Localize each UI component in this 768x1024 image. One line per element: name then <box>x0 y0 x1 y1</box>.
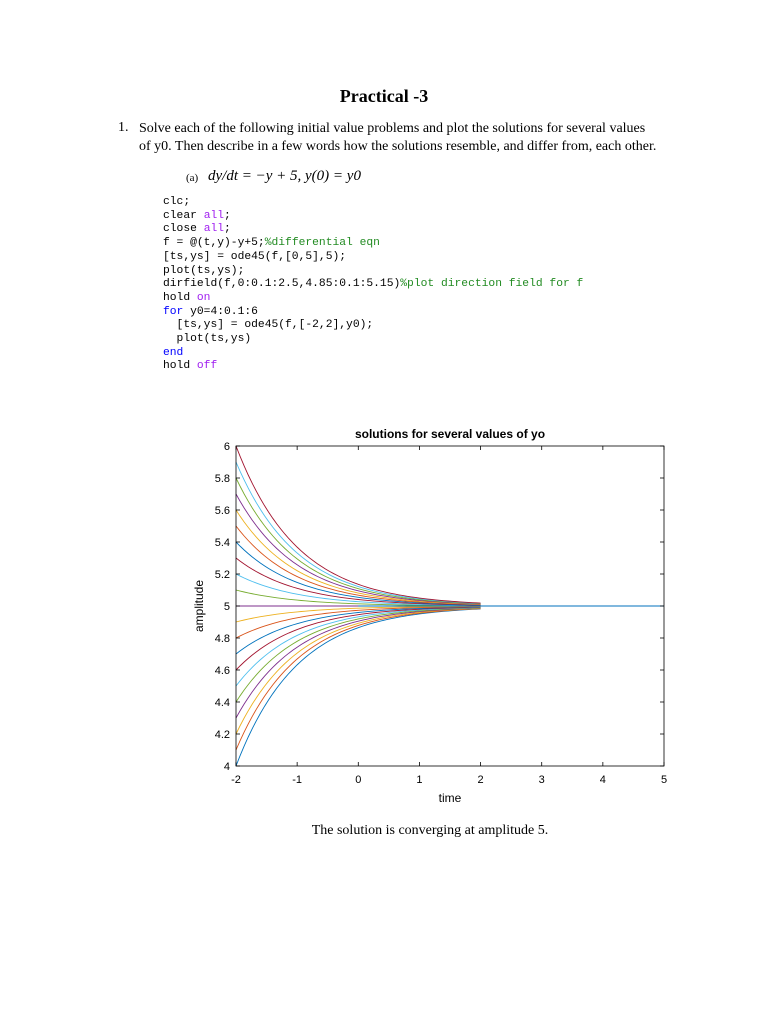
x-tick-label: 5 <box>660 774 668 786</box>
code-line <box>163 347 583 361</box>
y-tick-label: 4 <box>223 761 230 773</box>
x-tick-label: 3 <box>538 774 545 786</box>
y-axis-label: amplitude <box>192 579 206 633</box>
y-tick-label: 5.8 <box>214 473 230 485</box>
y-tick-label: 4.6 <box>214 665 230 677</box>
code-token: on <box>196 291 211 304</box>
code-line <box>163 319 583 333</box>
code-line <box>163 360 583 374</box>
caption: The solution is converging at amplitude 5. <box>311 823 549 838</box>
code-line <box>163 196 583 210</box>
code-token: end <box>163 346 184 359</box>
code-token: hold <box>163 360 197 373</box>
y-tick-label: 5.4 <box>214 537 230 549</box>
code-token: all <box>203 209 225 222</box>
code-block <box>163 196 583 374</box>
code-line <box>163 278 583 292</box>
question-text: Solve each of the following initial value problems and plot the solutions for several values of y0. Then describe in a few words how the solutions resemble, and differ from, each other. <box>139 121 657 154</box>
code-line <box>163 306 583 320</box>
part-label: (a) <box>186 172 199 184</box>
code-token: off <box>196 360 218 373</box>
code-token: f = @(t,y)-y+5; <box>163 237 265 250</box>
y-tick-label: 6 <box>223 441 230 453</box>
code-line <box>163 292 583 306</box>
code-token: [ts,ys] = ode45(f,[0,5],5); <box>163 250 347 263</box>
code-token: plot(ts,ys) <box>163 333 252 346</box>
code-token: for <box>163 305 184 318</box>
y-tick-label: 4.4 <box>214 697 230 709</box>
code-token: plot(ts,ys); <box>163 264 245 277</box>
part-equation: dy/dt = −y + 5, y(0) = y0 <box>208 168 361 184</box>
page-title: Practical -3 <box>339 86 429 106</box>
code-token: clc; <box>163 196 191 208</box>
code-token: close <box>163 223 204 236</box>
y-tick-label: 5 <box>223 601 230 613</box>
code-token: y0=4:0.1:6 <box>183 305 258 318</box>
question-number: 1. <box>118 120 129 135</box>
x-tick-label: 1 <box>416 774 423 786</box>
x-tick-label: 0 <box>355 774 362 786</box>
y-tick-label: 5.2 <box>214 569 230 581</box>
code-token: %plot direction field for f <box>400 278 584 291</box>
code-line <box>163 210 583 224</box>
x-tick-label: -1 <box>292 774 303 786</box>
x-tick-label: -2 <box>231 774 241 786</box>
code-line <box>163 265 583 279</box>
y-tick-label: 4.2 <box>214 729 230 741</box>
y-tick-label: 5.6 <box>214 505 230 517</box>
code-token: [ts,ys] = ode45(f,[-2,2],y0); <box>163 319 374 332</box>
code-line <box>163 251 583 265</box>
x-tick-label: 2 <box>477 774 484 786</box>
chart-title: solutions for several values of yo <box>354 427 546 441</box>
code-token: clear <box>163 209 204 222</box>
y-tick-label: 4.8 <box>214 633 230 645</box>
code-line <box>163 237 583 251</box>
code-line <box>163 223 583 237</box>
code-token: ; <box>224 209 231 222</box>
x-axis-label: time <box>438 791 462 805</box>
code-token: dirfield(f,0:0.1:2.5,4.85:0.1:5.15) <box>163 278 401 291</box>
x-tick-label: 4 <box>599 774 606 786</box>
code-line <box>163 333 583 347</box>
code-token: hold <box>163 291 197 304</box>
code-token: all <box>203 223 225 236</box>
code-token: ; <box>224 223 231 236</box>
solutions-chart <box>180 422 680 817</box>
code-token: %differential eqn <box>264 237 380 250</box>
